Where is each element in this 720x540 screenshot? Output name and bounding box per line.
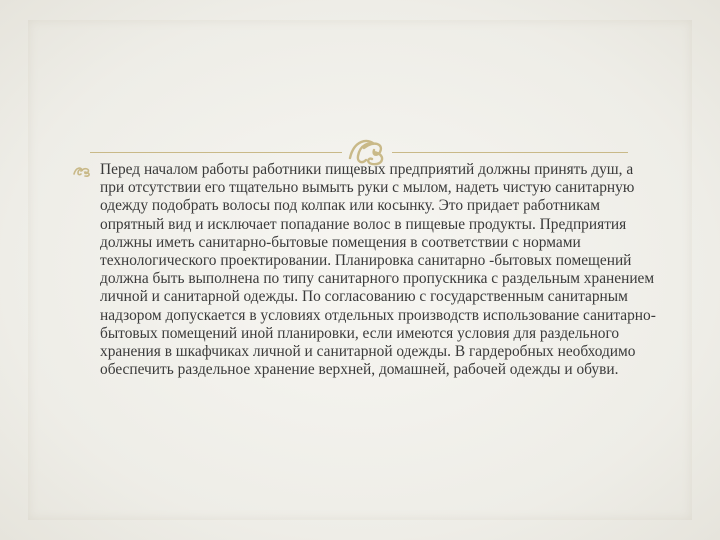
header-rule-right xyxy=(392,152,628,153)
header-rule-left xyxy=(90,152,342,153)
body-text-block xyxy=(100,161,660,379)
body-paragraph: Перед началом работы работники пищевых предприятий должны принять душ, а при отсутствии его тщательно вымыть руки с мылом, надеть чистую санитарную одежду подобрать волосы под колпак или косынку. Это придает работникам опрятный вид и исключает попадание волос в пищевые продукты. Предприятия должны иметь санитарно-бытовые помещения в соответствии с нормами технологического проектировании. Планировка санитарно -бытовых помещений должна быть выполнена по типу санитарного пропускника с раздельным хранением личной и санитарной одежды. По согласованию с государственным санитарным надзором допускается в условиях отдельных производств использование санитарно-бытовых помещений иной планировки, если имеются условия для раздельного хранения в шкафчиках личной и санитарной одежды. В гардеробных необходимо обеспечить раздельное хранение верхней, домашней, рабочей одежды и обуви. xyxy=(100,161,656,379)
scroll-bullet-icon xyxy=(72,165,92,177)
